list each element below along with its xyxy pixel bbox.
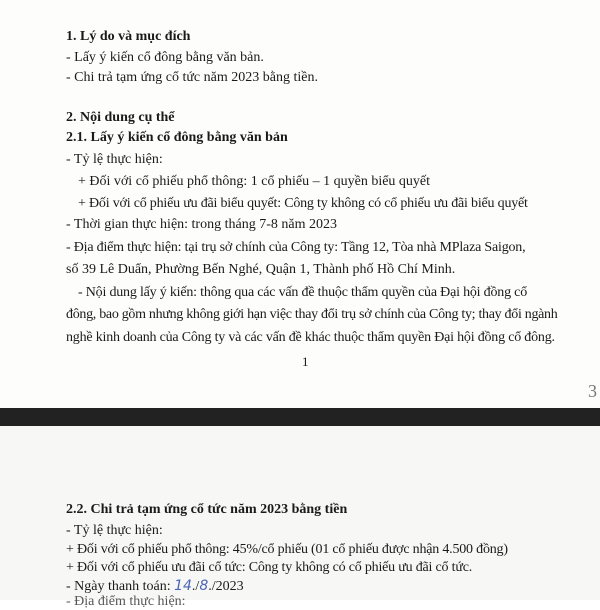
location-line-2: số 39 Lê Duẩn, Phường Bến Nghé, Quận 1, Thành phố Hồ Chí Minh. <box>66 262 456 277</box>
payment-year: 2023 <box>215 579 244 594</box>
payment-date: - Ngày thanh toán: 14./8./2023 <box>66 578 244 594</box>
location-line-1: - Địa điểm thực hiện: tại trụ sở chính của Công ty: Tầng 12, Tòa nhà MPlaza Saigon, <box>66 240 526 255</box>
payment-month-handwritten: 8 <box>199 578 209 594</box>
ratio-preferred-shares: + Đối với cổ phiếu ưu đãi biểu quyết: Công ty không có cổ phiếu ưu đãi biểu quyết <box>78 196 528 211</box>
payment-location-partial: - Địa điểm thực hiện: <box>66 594 186 609</box>
section-1-heading: 1. Lý do và mục đích <box>66 29 191 44</box>
content-line-2: đông, bao gồm nhưng không giới hạn việc thay đổi trụ sở chính của Công ty; thay đổi ngành <box>66 307 558 322</box>
implementation-time: - Thời gian thực hiện: trong tháng 7-8 năm 2023 <box>66 217 337 232</box>
section-1-item-2: - Chi trả tạm ứng cổ tức năm 2023 bằng tiền. <box>66 70 318 85</box>
content-line-1: - Nội dung lấy ý kiến: thông qua các vấn đề thuộc thẩm quyền của Đại hội đồng cổ <box>78 285 527 300</box>
section-1-item-1: - Lấy ý kiến cổ đông bằng văn bản. <box>66 50 264 65</box>
dividend-ratio-preferred: + Đối với cổ phiếu ưu đãi cổ tức: Công ty không có cổ phiếu ưu đãi cổ tức. <box>66 560 473 575</box>
payment-date-label: - Ngày thanh toán: <box>66 579 171 594</box>
payment-day-handwritten: 14 <box>174 578 192 594</box>
content-line-3: nghề kinh doanh của Công ty và các vấn đề khác thuộc thẩm quyền Đại hội đồng cổ đông. <box>66 330 555 345</box>
page-divider <box>0 408 600 426</box>
section-2-heading: 2. Nội dung cụ thể <box>66 110 175 125</box>
ratio-common-shares: + Đối với cổ phiếu phổ thông: 1 cổ phiếu – 1 quyền biểu quyết <box>78 174 431 189</box>
page-number: 1 <box>302 354 309 369</box>
subsection-2-1-heading: 2.1. Lấy ý kiến cổ đông bằng văn bản <box>66 130 288 145</box>
ratio-label: - Tỷ lệ thực hiện: <box>66 152 163 167</box>
dividend-ratio-common: + Đối với cổ phiếu phổ thông: 45%/cổ phiếu (01 cổ phiếu được nhận 4.500 đồng) <box>66 542 508 557</box>
document-page-2 <box>0 426 600 609</box>
next-page-number-edge: 3 <box>588 381 597 401</box>
subsection-2-2-heading: 2.2. Chi trả tạm ứng cổ tức năm 2023 bằng tiền <box>66 502 348 517</box>
dividend-ratio-label: - Tỷ lệ thực hiện: <box>66 523 163 538</box>
